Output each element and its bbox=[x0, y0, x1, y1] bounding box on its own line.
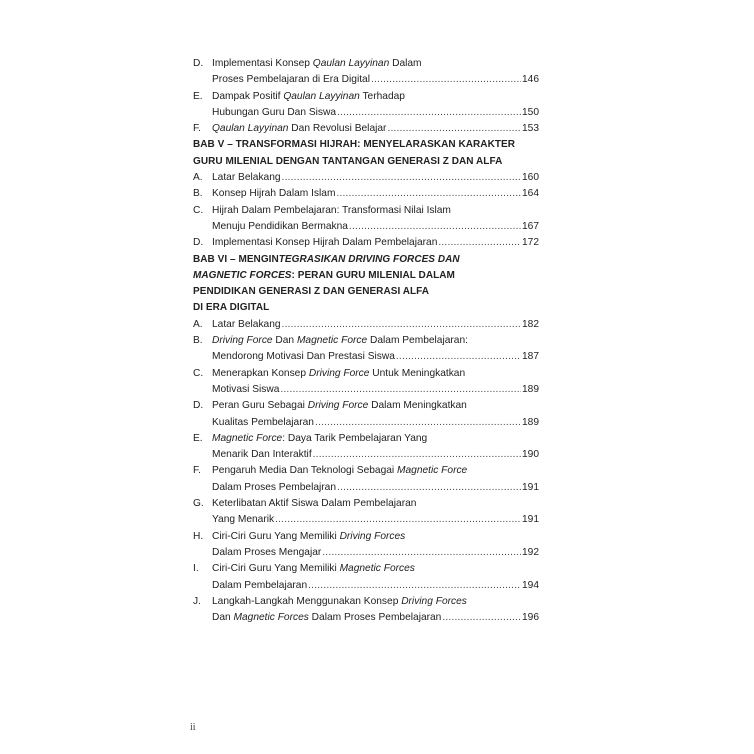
toc-text-segment: Magnetic Force bbox=[296, 335, 368, 347]
toc-entry-title bbox=[212, 170, 281, 186]
chapter-heading-text bbox=[193, 252, 460, 268]
toc-text-segment: MAGNETIC FORCES bbox=[193, 269, 292, 281]
toc-entry-title bbox=[212, 529, 405, 545]
dot-leader bbox=[280, 382, 521, 398]
toc-text-segment: Driving Forces bbox=[401, 595, 467, 607]
toc-text-segment: Implementasi Konsep Hijrah Dalam Pembelajaran bbox=[212, 237, 438, 249]
toc-entry bbox=[193, 496, 539, 512]
toc-entry bbox=[193, 186, 539, 202]
dot-leader bbox=[349, 219, 521, 235]
toc-entry-title bbox=[212, 463, 467, 479]
toc-entry-title-continued bbox=[212, 105, 336, 121]
toc-entry bbox=[193, 594, 539, 610]
dot-leader bbox=[387, 121, 521, 137]
toc-entry-title bbox=[212, 366, 465, 382]
dot-leader bbox=[336, 186, 521, 202]
toc-entry-title-continued bbox=[212, 447, 312, 463]
toc-page-number: 190 bbox=[522, 449, 539, 461]
toc-entry-letter: F. bbox=[193, 123, 201, 135]
toc-entry-letter: E. bbox=[193, 432, 203, 444]
toc-text-segment: Magnetic Force bbox=[212, 432, 283, 444]
toc-text-segment: Pengaruh Media Dan Teknologi Sebagai bbox=[212, 465, 398, 477]
toc-page-number: 182 bbox=[522, 318, 539, 330]
toc-page-number: 189 bbox=[522, 416, 539, 428]
toc-entry-title-continued bbox=[212, 72, 370, 88]
dot-leader bbox=[282, 170, 521, 186]
toc-entry-title bbox=[212, 186, 335, 202]
dot-leader bbox=[442, 610, 521, 626]
toc-text-segment: Implementasi Konsep bbox=[212, 58, 313, 69]
toc-page-number: 189 bbox=[522, 383, 539, 395]
toc-text-segment: Dan bbox=[212, 612, 234, 624]
toc-entry-title bbox=[212, 561, 415, 577]
toc-text-segment: Menerapkan Konsep bbox=[212, 367, 309, 379]
toc-entry-title-continued bbox=[212, 578, 307, 594]
dot-leader bbox=[396, 349, 521, 365]
chapter-heading-text bbox=[193, 137, 515, 153]
toc-entry-letter: G. bbox=[193, 498, 204, 510]
toc-page-number: 150 bbox=[522, 106, 539, 118]
toc-text-segment: Proses Pembelajaran di Era Digital bbox=[212, 74, 370, 86]
toc-text-segment: Dalam Proses Pembelajaran bbox=[308, 612, 442, 624]
toc-page-number: 196 bbox=[522, 612, 539, 624]
chapter-heading-text bbox=[193, 300, 269, 316]
toc-entry-title bbox=[212, 594, 467, 610]
toc-page-number: 172 bbox=[522, 237, 539, 249]
toc-text-segment: Keterlibatan Aktif Siswa Dalam Pembelajaran bbox=[212, 498, 417, 510]
toc-entry bbox=[193, 333, 539, 349]
toc-text-segment: Qaulan Layyinan bbox=[212, 123, 289, 135]
toc-text-segment: Dalam Meningkatkan bbox=[368, 400, 467, 412]
toc-text-segment: Magnetic Force bbox=[397, 465, 468, 477]
toc-entry-continuation bbox=[193, 349, 539, 365]
toc-entry bbox=[193, 366, 539, 382]
toc-entry-title-continued bbox=[212, 610, 441, 626]
toc-entry bbox=[193, 561, 539, 577]
toc-entry bbox=[193, 170, 539, 186]
dot-leader bbox=[282, 317, 521, 333]
toc-entry-title bbox=[212, 398, 467, 414]
toc-entry-continuation bbox=[193, 72, 539, 88]
toc-entry-title bbox=[212, 121, 386, 137]
toc-entry-title-continued bbox=[212, 545, 321, 561]
toc-text-segment: Qaulan Layyinan bbox=[283, 90, 360, 102]
toc-text-segment: Dalam Pembelajaran: bbox=[367, 335, 468, 347]
toc-text-segment: Yang Menarik bbox=[212, 514, 275, 526]
toc-text-segment: Dampak Positif bbox=[212, 90, 284, 102]
toc-entry-title-continued bbox=[212, 382, 279, 398]
toc-page-number: 194 bbox=[522, 579, 539, 591]
toc-text-segment: Dan Revolusi Belajar bbox=[288, 123, 387, 135]
toc-entry-letter: B. bbox=[193, 335, 203, 347]
page-number-footer: ii bbox=[190, 722, 196, 733]
dot-leader bbox=[313, 447, 521, 463]
chapter-heading-text bbox=[193, 284, 429, 300]
toc-text-segment: Magnetic Forces bbox=[339, 563, 415, 575]
toc-entry-title bbox=[212, 203, 451, 219]
toc-entry-letter: D. bbox=[193, 400, 204, 412]
toc-entry-letter: C. bbox=[193, 204, 204, 216]
toc-entry-letter: A. bbox=[193, 172, 203, 184]
toc-text-segment: Driving Force bbox=[308, 367, 370, 379]
toc-text-segment: Driving Force bbox=[212, 335, 273, 347]
toc-entry-continuation bbox=[193, 105, 539, 121]
toc-entry-title-continued bbox=[212, 349, 395, 365]
table-of-contents bbox=[193, 56, 539, 626]
toc-text-segment: DI ERA DIGITAL bbox=[193, 302, 270, 314]
toc-text-segment: Dan bbox=[272, 335, 297, 347]
toc-entry-continuation bbox=[193, 610, 539, 626]
toc-text-segment: GURU MILENIAL DENGAN TANTANGAN GENERASI Z DAN ALFA bbox=[193, 155, 503, 167]
chapter-heading-text bbox=[193, 268, 455, 284]
toc-entry-letter: I. bbox=[193, 563, 199, 575]
dot-leader bbox=[337, 480, 521, 496]
toc-entry bbox=[193, 56, 539, 72]
chapter-heading-line bbox=[193, 268, 539, 284]
toc-entry-letter: E. bbox=[193, 90, 203, 102]
chapter-heading-line bbox=[193, 137, 539, 153]
toc-entry-title bbox=[212, 235, 437, 251]
toc-text-segment: PENDIDIKAN GENERASI Z DAN GENERASI ALFA bbox=[193, 286, 430, 298]
toc-text-segment: Dalam bbox=[389, 58, 422, 69]
toc-page-number: 160 bbox=[522, 172, 539, 184]
toc-text-segment: Hubungan Guru Dan Siswa bbox=[212, 106, 337, 118]
toc-page-number: 187 bbox=[522, 351, 539, 363]
toc-page-number: 164 bbox=[522, 188, 539, 200]
toc-entry bbox=[193, 317, 539, 333]
toc-text-segment: Driving Force bbox=[307, 400, 369, 412]
chapter-heading-line bbox=[193, 300, 539, 316]
toc-text-segment: Kualitas Pembelajaran bbox=[212, 416, 314, 428]
toc-entry-continuation bbox=[193, 545, 539, 561]
toc-entry-title bbox=[212, 89, 405, 105]
toc-entry bbox=[193, 121, 539, 137]
chapter-heading-line bbox=[193, 154, 539, 170]
toc-entry-continuation bbox=[193, 480, 539, 496]
toc-text-segment: Terhadap bbox=[359, 90, 405, 102]
toc-text-segment: : Daya Tarik Pembelajaran Yang bbox=[282, 432, 428, 444]
toc-text-segment: Ciri-Ciri Guru Yang Memiliki bbox=[212, 530, 340, 542]
toc-text-segment: Latar Belakang bbox=[212, 318, 281, 330]
toc-text-segment: Peran Guru Sebagai bbox=[212, 400, 308, 412]
dot-leader bbox=[438, 235, 521, 251]
toc-text-segment: Mendorong Motivasi Dan Prestasi Siswa bbox=[212, 351, 395, 363]
toc-entry-title bbox=[212, 317, 281, 333]
toc-entry bbox=[193, 235, 539, 251]
toc-entry-title-continued bbox=[212, 219, 348, 235]
toc-entry-title-continued bbox=[212, 512, 274, 528]
toc-entry-title bbox=[212, 496, 416, 512]
toc-text-segment: : PERAN GURU MILENIAL DALAM bbox=[291, 269, 455, 281]
toc-text-segment: Menuju Pendidikan Bermakna bbox=[212, 220, 348, 232]
toc-entry-title bbox=[212, 333, 468, 349]
toc-entry-continuation bbox=[193, 382, 539, 398]
toc-text-segment: Ciri-Ciri Guru Yang Memiliki bbox=[212, 563, 340, 575]
toc-text-segment: Dalam Pembelajaran bbox=[212, 579, 308, 591]
toc-text-segment: Hijrah Dalam Pembelajaran: Transformasi Nilai Islam bbox=[212, 204, 451, 216]
toc-text-segment: Konsep Hijrah Dalam Islam bbox=[212, 188, 336, 200]
toc-entry-title-continued bbox=[212, 480, 336, 496]
toc-entry-letter: D. bbox=[193, 237, 204, 249]
toc-entry-title bbox=[212, 56, 422, 72]
toc-entry-continuation bbox=[193, 219, 539, 235]
toc-entry-letter: C. bbox=[193, 367, 204, 379]
toc-entry-letter: D. bbox=[193, 58, 204, 69]
chapter-heading-text bbox=[193, 154, 502, 170]
toc-text-segment: BAB V – TRANSFORMASI HIJRAH: MENYELARASKAN KARAKTER bbox=[193, 139, 516, 151]
toc-page-number: 153 bbox=[522, 123, 539, 135]
toc-text-segment: Langkah-Langkah Menggunakan Konsep bbox=[212, 595, 402, 607]
toc-page-number: 167 bbox=[522, 220, 539, 232]
dot-leader bbox=[371, 72, 521, 88]
toc-text-segment: BAB VI – MENGIN bbox=[193, 253, 279, 265]
toc-text-segment: Dalam Proses Mengajar bbox=[212, 546, 322, 558]
toc-page-number: 192 bbox=[522, 546, 539, 558]
toc-text-segment: Driving Forces bbox=[339, 530, 406, 542]
toc-text-segment: Untuk Meningkatkan bbox=[369, 367, 466, 379]
toc-entry bbox=[193, 89, 539, 105]
toc-page-number: 191 bbox=[522, 514, 539, 526]
toc-entry-continuation bbox=[193, 415, 539, 431]
toc-page-number: 146 bbox=[522, 74, 539, 86]
dot-leader bbox=[275, 512, 521, 528]
chapter-heading-line bbox=[193, 284, 539, 300]
toc-entry-continuation bbox=[193, 512, 539, 528]
toc-entry-letter: J. bbox=[193, 595, 201, 607]
chapter-heading-line bbox=[193, 252, 539, 268]
toc-entry-letter: A. bbox=[193, 318, 203, 330]
toc-entry-continuation bbox=[193, 447, 539, 463]
toc-entry bbox=[193, 398, 539, 414]
toc-text-segment: Menarik Dan Interaktif bbox=[212, 449, 312, 461]
toc-text-segment: TEGRASIKAN DRIVING FORCES DAN bbox=[278, 253, 460, 265]
toc-entry-letter: H. bbox=[193, 530, 204, 542]
toc-entry bbox=[193, 529, 539, 545]
toc-entry-continuation bbox=[193, 578, 539, 594]
dot-leader bbox=[308, 578, 521, 594]
toc-text-segment: Dalam Proses Pembelajran bbox=[212, 481, 337, 493]
dot-leader bbox=[315, 415, 521, 431]
dot-leader bbox=[322, 545, 521, 561]
toc-page-number: 191 bbox=[522, 481, 539, 493]
toc-entry-title bbox=[212, 431, 427, 447]
toc-entry-title-continued bbox=[212, 415, 314, 431]
toc-entry-letter: F. bbox=[193, 465, 201, 477]
toc-entry-letter: B. bbox=[193, 188, 203, 200]
toc-text-segment: Motivasi Siswa bbox=[212, 383, 280, 395]
toc-text-segment: Magnetic Forces bbox=[233, 612, 309, 624]
toc-entry bbox=[193, 431, 539, 447]
toc-entry bbox=[193, 463, 539, 479]
toc-entry bbox=[193, 203, 539, 219]
toc-text-segment: Qaulan Layyinan bbox=[312, 58, 390, 69]
dot-leader bbox=[337, 105, 521, 121]
toc-text-segment: Latar Belakang bbox=[212, 172, 281, 184]
